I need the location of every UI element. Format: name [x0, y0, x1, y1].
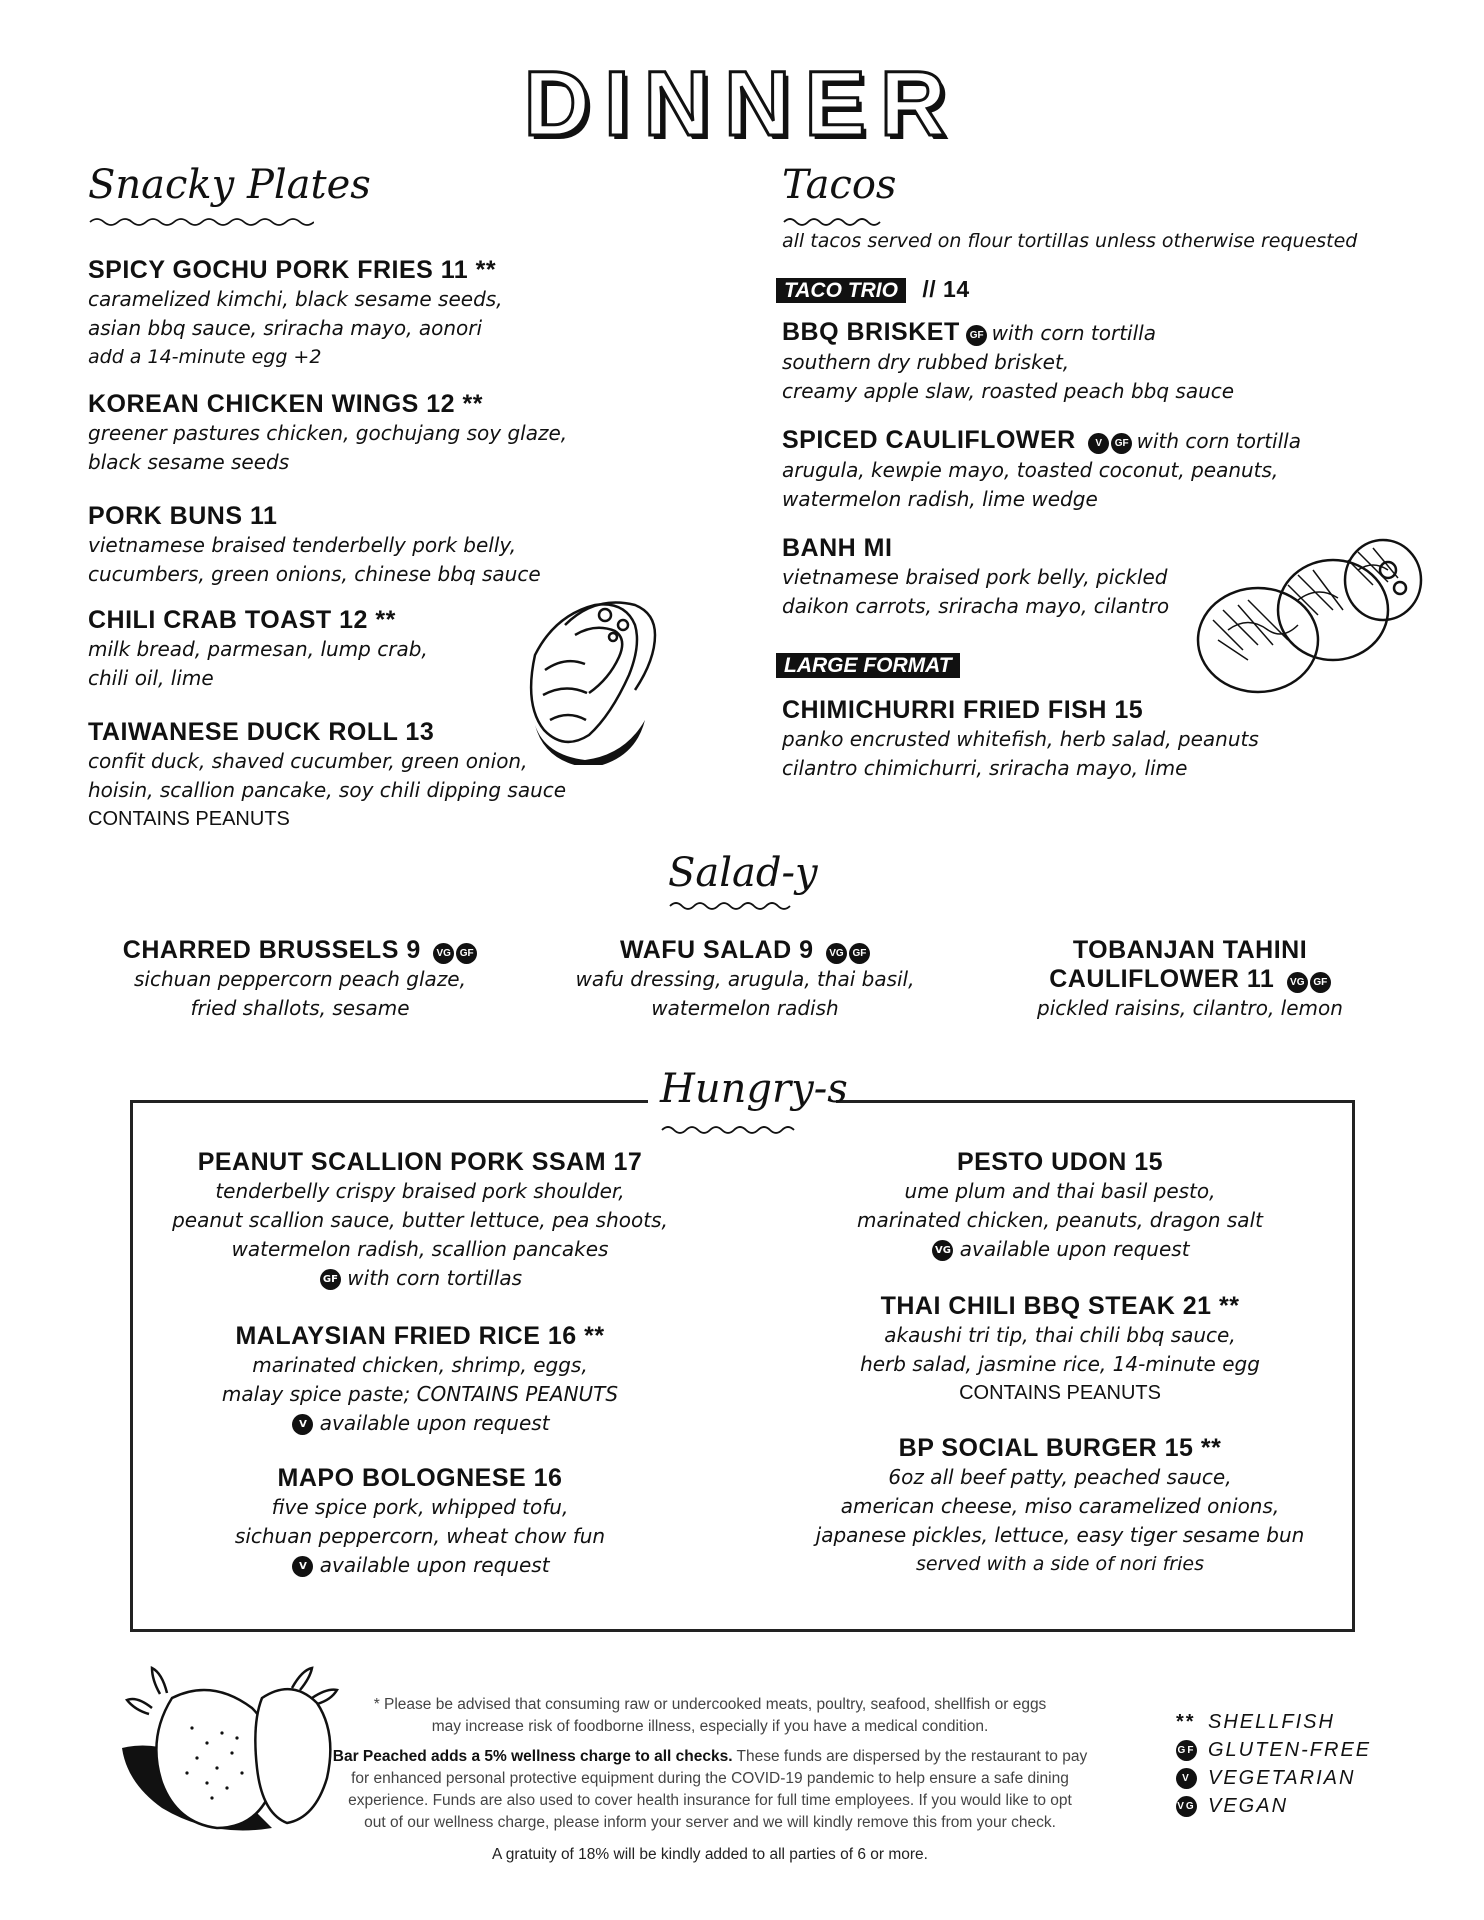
item-desc: akaushi tri tip, thai chili bbq sauce,	[884, 1323, 1236, 1347]
taco-item-cauliflower	[782, 426, 1301, 514]
hungry-heading: Hungry-s	[660, 1066, 848, 1112]
hungry-item-steak	[780, 1292, 1340, 1408]
item-note: available upon request	[319, 1553, 550, 1577]
snacky-item-fries	[88, 256, 503, 372]
item-name: SPICY GOCHU PORK FRIES 11 **	[88, 256, 497, 284]
dragon-fruit-illustration	[112, 1658, 362, 1838]
advisory-note	[330, 1694, 1090, 1866]
snacky-underline	[88, 216, 314, 228]
item-name: WAFU SALAD 9	[620, 936, 814, 964]
gluten-free-icon: GF	[1111, 433, 1132, 454]
item-name: BP SOCIAL BURGER 15 **	[898, 1434, 1222, 1462]
hungry-underline	[660, 1124, 800, 1136]
item-desc: sichuan peppercorn, wheat chow fun	[234, 1524, 606, 1548]
advisory-line: * Please be advised that consuming raw or undercooked meats, poultry, seafood, shellfish or eggs	[373, 1696, 1047, 1713]
item-desc: sichuan peppercorn peach glaze,	[134, 967, 466, 991]
item-desc: hoisin, scallion pancake, soy chili dipping sauce	[88, 778, 567, 802]
item-desc: japanese pickles, lettuce, easy tiger sesame bun	[815, 1523, 1305, 1547]
wellness-line: for enhanced personal protective equipment during the COVID-19 pandemic to help ensure a safe dining	[351, 1770, 1069, 1787]
hungry-item-udon	[780, 1148, 1340, 1264]
gluten-free-icon: GF	[1310, 972, 1331, 993]
vegetarian-icon: V	[292, 1414, 313, 1435]
item-name-line2: CAULIFLOWER 11	[1049, 965, 1275, 993]
item-desc: panko encrusted whitefish, herb salad, peanuts	[782, 727, 1259, 751]
item-desc: vietnamese braised pork belly, pickled	[782, 565, 1168, 589]
taco-trio-price: // 14	[922, 276, 970, 302]
salad-underline	[668, 900, 794, 912]
item-desc: malay spice paste; CONTAINS PEANUTS	[221, 1382, 619, 1406]
item-desc: greener pastures chicken, gochujang soy glaze,	[88, 421, 568, 445]
item-desc: southern dry rubbed brisket,	[782, 350, 1070, 374]
hungry-item-ssam	[140, 1148, 700, 1293]
salad-heading: Salad-y	[668, 850, 818, 896]
item-desc: served with a side of nori fries	[916, 1553, 1204, 1575]
item-desc: peanut scallion sauce, butter lettuce, pea shoots,	[172, 1208, 668, 1232]
salad-item-wafu	[545, 936, 945, 1023]
item-desc: pickled raisins, cilantro, lemon	[1037, 996, 1343, 1020]
gluten-free-icon: GF	[1176, 1740, 1197, 1761]
item-desc: ume plum and thai basil pesto,	[904, 1179, 1216, 1203]
taco-trio-row	[776, 276, 970, 303]
legend-label: SHELLFISH	[1208, 1711, 1335, 1733]
wellness-line: experience. Funds are also used to cover health insurance for full time employees. If you would like to opt	[348, 1792, 1072, 1809]
item-name: THAI CHILI BBQ STEAK 21 **	[880, 1292, 1240, 1320]
item-name: MALAYSIAN FRIED RICE 16 **	[235, 1322, 605, 1350]
snacky-item-wings	[88, 390, 567, 477]
item-name: CHILI CRAB TOAST 12 **	[88, 606, 396, 634]
item-desc: wafu dressing, arugula, thai basil,	[575, 967, 915, 991]
salad-item-brussels	[100, 936, 500, 1023]
gluten-free-icon: GF	[320, 1269, 341, 1290]
item-desc: herb salad, jasmine rice, 14-minute egg	[860, 1352, 1260, 1376]
item-desc: american cheese, miso caramelized onions,	[840, 1494, 1280, 1518]
tacos-illustration	[1188, 530, 1428, 700]
item-note: available upon request	[319, 1411, 550, 1435]
item-name: TOBANJAN TAHINI	[1072, 936, 1308, 964]
item-name: MAPO BOLOGNESE 16	[277, 1464, 563, 1492]
vegetarian-icon: V	[1088, 433, 1109, 454]
bao-bun-illustration	[505, 575, 675, 765]
item-desc: marinated chicken, shrimp, eggs,	[252, 1353, 588, 1377]
item-desc: arugula, kewpie mayo, toasted coconut, peanuts,	[782, 458, 1279, 482]
vegetarian-icon: V	[1176, 1768, 1197, 1789]
item-note: with corn tortilla	[991, 321, 1156, 345]
item-desc: chili oil, lime	[88, 666, 214, 690]
item-desc: marinated chicken, peanuts, dragon salt	[857, 1208, 1263, 1232]
tacos-underline	[782, 216, 882, 228]
item-desc: asian bbq sauce, sriracha mayo, aonori	[88, 316, 483, 340]
shellfish-icon: **	[1176, 1711, 1196, 1733]
large-format-tag	[776, 654, 960, 678]
item-name: PESTO UDON 15	[956, 1148, 1164, 1176]
gluten-free-icon: GF	[966, 325, 987, 346]
item-desc: black sesame seeds	[88, 450, 290, 474]
snacky-item-duck	[88, 718, 566, 834]
snacky-item-crab	[88, 606, 428, 693]
gluten-free-icon: GF	[849, 943, 870, 964]
item-name: CHARRED BRUSSELS 9	[122, 936, 421, 964]
item-desc: cucumbers, green onions, chinese bbq sauce	[88, 562, 541, 586]
item-note: with corn tortillas	[347, 1266, 523, 1290]
item-desc: milk bread, parmesan, lump crab,	[88, 637, 428, 661]
taco-item-banh-mi	[782, 534, 1169, 621]
tacos-subtitle: all tacos served on flour tortillas unless otherwise requested	[782, 230, 1358, 252]
vegan-icon: VG	[1176, 1796, 1197, 1817]
advisory-line: may increase risk of foodborne illness, especially if you have a medical condition.	[431, 1718, 989, 1735]
item-name: TAIWANESE DUCK ROLL 13	[88, 718, 435, 746]
legend-label: VEGAN	[1208, 1795, 1289, 1817]
hungry-item-mapo	[140, 1464, 700, 1580]
item-name: CHIMICHURRI FRIED FISH 15	[782, 696, 1144, 724]
snacky-item-buns	[88, 502, 541, 589]
legend-label: GLUTEN-FREE	[1208, 1739, 1372, 1761]
item-name: PORK BUNS 11	[88, 502, 278, 530]
gluten-free-icon: GF	[456, 943, 477, 964]
taco-trio-tag: TACO TRIO	[776, 278, 906, 303]
vegan-icon: VG	[1287, 972, 1308, 993]
vegan-icon: VG	[826, 943, 847, 964]
salad-item-tahini	[1000, 936, 1380, 1023]
item-desc: fried shallots, sesame	[190, 996, 410, 1020]
item-name: SPICED CAULIFLOWER	[782, 426, 1076, 454]
page-title: DINNER	[523, 53, 961, 155]
item-allergen: CONTAINS PEANUTS	[959, 1382, 1161, 1404]
item-desc: 6oz all beef patty, peached sauce,	[888, 1465, 1232, 1489]
item-desc: creamy apple slaw, roasted peach bbq sauce	[782, 379, 1235, 403]
hungry-item-burger	[780, 1434, 1340, 1579]
item-addon: add a 14-minute egg +2	[88, 346, 322, 368]
item-desc: watermelon radish, scallion pancakes	[231, 1237, 609, 1261]
gratuity-note: A gratuity of 18% will be kindly added to all parties of 6 or more.	[492, 1846, 928, 1863]
vegan-icon: VG	[932, 1240, 953, 1261]
tacos-heading: Tacos	[782, 162, 897, 208]
item-name: BBQ BRISKET	[782, 318, 960, 346]
vegan-icon: VG	[433, 943, 454, 964]
item-desc: daikon carrots, sriracha mayo, cilantro	[782, 594, 1170, 618]
item-desc: cilantro chimichurri, sriracha mayo, lime	[782, 756, 1188, 780]
item-desc: tenderbelly crispy braised pork shoulder,	[215, 1179, 625, 1203]
vegetarian-icon: V	[292, 1556, 313, 1577]
item-desc: vietnamese braised tenderbelly pork belly,	[88, 533, 517, 557]
dietary-legend	[1176, 1708, 1371, 1820]
item-desc: five spice pork, whipped tofu,	[271, 1495, 569, 1519]
large-format-label: LARGE FORMAT	[776, 653, 960, 678]
legend-label: VEGETARIAN	[1208, 1767, 1356, 1789]
wellness-charge-text: These funds are dispersed by the restaurant to pay	[732, 1748, 1088, 1765]
wellness-charge-bold: Bar Peached adds a 5% wellness charge to all checks.	[332, 1748, 733, 1765]
hungry-item-rice	[140, 1322, 700, 1438]
taco-item-brisket	[782, 318, 1234, 406]
item-desc: caramelized kimchi, black sesame seeds,	[88, 287, 503, 311]
item-name: KOREAN CHICKEN WINGS 12 **	[88, 390, 483, 418]
item-desc: watermelon radish	[651, 996, 839, 1020]
item-note: available upon request	[959, 1237, 1190, 1261]
item-name: BANH MI	[782, 534, 893, 562]
snacky-heading: Snacky Plates	[88, 162, 371, 208]
item-desc: confit duck, shaved cucumber, green onion,	[88, 749, 528, 773]
item-desc: watermelon radish, lime wedge	[782, 487, 1098, 511]
item-name: PEANUT SCALLION PORK SSAM 17	[197, 1148, 643, 1176]
item-note: with corn tortilla	[1136, 429, 1301, 453]
item-allergen: CONTAINS PEANUTS	[88, 808, 290, 830]
wellness-line: out of our wellness charge, please inform your server and we will kindly remove this from your check.	[364, 1814, 1056, 1831]
taco-item-fish	[782, 696, 1259, 783]
